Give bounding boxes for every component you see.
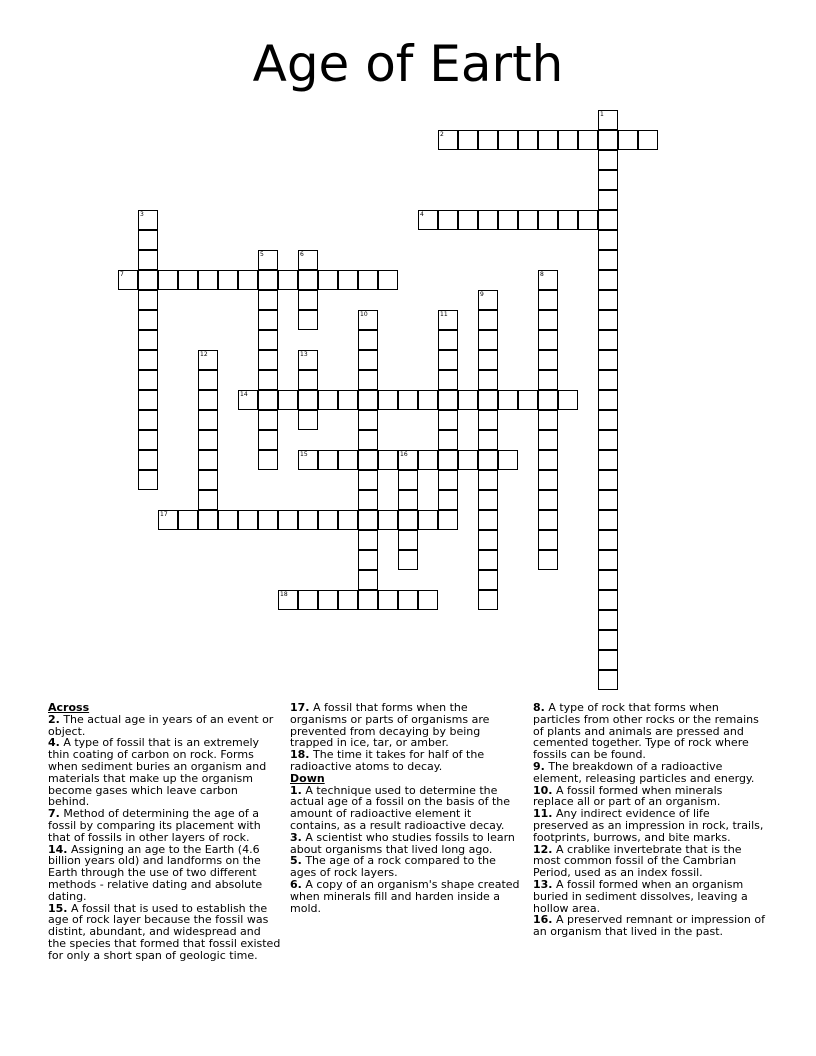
grid-cell[interactable] [398, 510, 418, 530]
grid-cell[interactable] [138, 270, 158, 290]
grid-cell[interactable] [598, 630, 618, 650]
grid-cell[interactable] [318, 590, 338, 610]
grid-cell[interactable] [538, 530, 558, 550]
grid-cell[interactable] [298, 350, 318, 370]
grid-cell[interactable] [298, 410, 318, 430]
grid-cell[interactable] [338, 510, 358, 530]
grid-cell[interactable] [438, 470, 458, 490]
grid-cell[interactable] [298, 510, 318, 530]
grid-cell[interactable] [478, 510, 498, 530]
grid-cell[interactable] [478, 470, 498, 490]
grid-cell[interactable] [298, 370, 318, 390]
grid-cell[interactable] [198, 350, 218, 370]
grid-cell[interactable] [138, 290, 158, 310]
grid-cell[interactable] [238, 510, 258, 530]
clue-number: 1 [600, 111, 604, 118]
grid-cell[interactable] [358, 350, 378, 370]
grid-cell[interactable] [258, 390, 278, 410]
clue-down-8: 8. A type of rock that forms when particles from other rocks or the remains of plants and animals are pressed and cemented together. Type of rock where fossils can be found. [533, 701, 759, 762]
grid-cell[interactable] [598, 150, 618, 170]
grid-cell[interactable] [478, 530, 498, 550]
grid-cell[interactable] [258, 510, 278, 530]
clues-column-3 [533, 702, 766, 938]
clue-down-12: 12. A crablike invertebrate that is the most common fossil of the Cambrian Period, used as an index fossil. [533, 842, 742, 880]
grid-cell[interactable] [358, 510, 378, 530]
grid-cell[interactable] [598, 610, 618, 630]
grid-cell[interactable] [438, 450, 458, 470]
grid-cell[interactable] [398, 390, 418, 410]
grid-cell[interactable] [538, 470, 558, 490]
grid-cell[interactable] [138, 450, 158, 470]
grid-cell[interactable] [478, 450, 498, 470]
grid-cell[interactable] [258, 330, 278, 350]
grid-cell[interactable] [598, 510, 618, 530]
clue-number: 15 [300, 451, 308, 458]
grid-cell[interactable] [438, 210, 458, 230]
grid-cell[interactable] [458, 450, 478, 470]
clue-down-11: 11. Any indirect evidence of life preserved as an impression in rock, trails, footprints, burrows, and bite marks. [533, 807, 764, 844]
grid-cell[interactable] [578, 210, 598, 230]
grid-cell[interactable] [358, 330, 378, 350]
grid-cell[interactable] [258, 450, 278, 470]
grid-cell[interactable] [538, 350, 558, 370]
grid-cell[interactable] [438, 370, 458, 390]
grid-cell[interactable] [298, 390, 318, 410]
grid-cell[interactable] [598, 410, 618, 430]
grid-cell[interactable] [598, 590, 618, 610]
grid-cell[interactable] [518, 210, 538, 230]
grid-cell[interactable] [198, 410, 218, 430]
grid-cell[interactable] [598, 390, 618, 410]
across-heading: Across [48, 701, 90, 714]
grid-cell[interactable] [498, 390, 518, 410]
grid-cell[interactable] [198, 450, 218, 470]
grid-cell[interactable] [478, 550, 498, 570]
grid-cell[interactable] [358, 490, 378, 510]
clue-number: 14 [240, 391, 248, 398]
grid-cell[interactable] [598, 230, 618, 250]
grid-cell[interactable] [438, 490, 458, 510]
grid-cell[interactable] [598, 330, 618, 350]
grid-cell[interactable] [578, 130, 598, 150]
grid-cell[interactable] [418, 210, 438, 230]
clue-down-13: 13. A fossil formed when an organism buried in sediment dissolves, leaving a hollow area. [533, 877, 748, 915]
grid-cell[interactable] [538, 330, 558, 350]
grid-cell[interactable] [618, 130, 638, 150]
grid-cell[interactable] [538, 510, 558, 530]
grid-cell[interactable] [438, 330, 458, 350]
grid-cell[interactable] [478, 330, 498, 350]
grid-cell[interactable] [438, 510, 458, 530]
grid-cell[interactable] [358, 370, 378, 390]
grid-cell[interactable] [238, 390, 258, 410]
grid-cell[interactable] [258, 290, 278, 310]
grid-cell[interactable] [598, 470, 618, 490]
grid-cell[interactable] [358, 310, 378, 330]
grid-cell[interactable] [478, 130, 498, 150]
grid-cell[interactable] [278, 270, 298, 290]
grid-cell[interactable] [258, 270, 278, 290]
grid-cell[interactable] [538, 550, 558, 570]
grid-cell[interactable] [598, 650, 618, 670]
clue-number: 16 [400, 451, 408, 458]
grid-cell[interactable] [298, 270, 318, 290]
clue-number: 18 [280, 591, 288, 598]
clue-number: 11 [440, 311, 448, 318]
grid-cell[interactable] [358, 570, 378, 590]
grid-cell[interactable] [458, 390, 478, 410]
grid-cell[interactable] [538, 430, 558, 450]
clue-number: 3 [140, 211, 144, 218]
grid-cell[interactable] [138, 330, 158, 350]
grid-cell[interactable] [558, 210, 578, 230]
grid-cell[interactable] [138, 470, 158, 490]
clue-number: 17 [160, 511, 168, 518]
grid-cell[interactable] [478, 410, 498, 430]
grid-cell[interactable] [138, 370, 158, 390]
grid-cell[interactable] [598, 110, 618, 130]
grid-cell[interactable] [478, 310, 498, 330]
grid-cell[interactable] [118, 270, 138, 290]
grid-cell[interactable] [518, 390, 538, 410]
grid-cell[interactable] [558, 130, 578, 150]
grid-cell[interactable] [138, 390, 158, 410]
grid-cell[interactable] [258, 250, 278, 270]
grid-cell[interactable] [378, 270, 398, 290]
grid-cell[interactable] [598, 290, 618, 310]
grid-cell[interactable] [378, 510, 398, 530]
grid-cell[interactable] [358, 410, 378, 430]
grid-cell[interactable] [258, 430, 278, 450]
grid-cell[interactable] [438, 410, 458, 430]
grid-cell[interactable] [538, 410, 558, 430]
clue-across-17: 17. A fossil that forms when the organisms or parts of organisms are prevented from decaying by being trapped in ice, tar, or amber. [290, 701, 490, 750]
grid-cell[interactable] [358, 430, 378, 450]
grid-cell[interactable] [398, 450, 418, 470]
grid-cell[interactable] [598, 310, 618, 330]
grid-cell[interactable] [478, 390, 498, 410]
grid-cell[interactable] [598, 350, 618, 370]
grid-cell[interactable] [198, 470, 218, 490]
grid-cell[interactable] [358, 590, 378, 610]
grid-cell[interactable] [478, 370, 498, 390]
clue-across-2: 2. The actual age in years of an event or object. [48, 712, 274, 738]
grid-cell[interactable] [498, 450, 518, 470]
clue-number: 2 [440, 131, 444, 138]
grid-cell[interactable] [598, 190, 618, 210]
grid-cell[interactable] [398, 470, 418, 490]
grid-cell[interactable] [198, 370, 218, 390]
grid-cell[interactable] [478, 430, 498, 450]
grid-cell[interactable] [158, 510, 178, 530]
grid-cell[interactable] [138, 350, 158, 370]
grid-cell[interactable] [358, 450, 378, 470]
grid-cell[interactable] [598, 430, 618, 450]
grid-cell[interactable] [138, 430, 158, 450]
grid-cell[interactable] [458, 210, 478, 230]
grid-cell[interactable] [538, 450, 558, 470]
grid-cell[interactable] [538, 210, 558, 230]
grid-cell[interactable] [318, 390, 338, 410]
grid-cell[interactable] [198, 490, 218, 510]
grid-cell[interactable] [398, 590, 418, 610]
clue-down-5: 5. The age of a rock compared to the ages of rock layers. [290, 854, 496, 880]
grid-cell[interactable] [218, 270, 238, 290]
grid-cell[interactable] [358, 550, 378, 570]
grid-cell[interactable] [198, 270, 218, 290]
grid-cell[interactable] [438, 310, 458, 330]
grid-cell[interactable] [598, 550, 618, 570]
clue-across-4: 4. A type of fossil that is an extremely thin coating of carbon on rock. Forms when sediment buries an organism and materials that make up the organism become gases which leave carbon behind. [48, 736, 267, 809]
clue-across-14: 14. Assigning an age to the Earth (4.6 billion years old) and landforms on the Earth through the use of two different methods - relative dating and absolute dating. [48, 842, 263, 903]
clues-column-1 [48, 702, 281, 962]
grid-cell[interactable] [458, 130, 478, 150]
grid-cell[interactable] [598, 170, 618, 190]
grid-cell[interactable] [518, 130, 538, 150]
grid-cell[interactable] [598, 530, 618, 550]
grid-cell[interactable] [258, 350, 278, 370]
grid-cell[interactable] [438, 130, 458, 150]
grid-cell[interactable] [598, 250, 618, 270]
grid-cell[interactable] [538, 370, 558, 390]
grid-cell[interactable] [178, 510, 198, 530]
grid-cell[interactable] [338, 390, 358, 410]
grid-cell[interactable] [338, 270, 358, 290]
grid-cell[interactable] [418, 590, 438, 610]
grid-cell[interactable] [318, 510, 338, 530]
grid-cell[interactable] [598, 370, 618, 390]
clue-number: 8 [540, 271, 544, 278]
clue-number: 6 [300, 251, 304, 258]
grid-cell[interactable] [598, 670, 618, 690]
grid-cell[interactable] [218, 510, 238, 530]
grid-cell[interactable] [538, 130, 558, 150]
grid-cell[interactable] [198, 390, 218, 410]
grid-cell[interactable] [418, 510, 438, 530]
grid-cell[interactable] [178, 270, 198, 290]
clue-number: 10 [360, 311, 368, 318]
clue-down-10: 10. A fossil formed when minerals replace all or part of an organism. [533, 783, 723, 809]
grid-cell[interactable] [538, 270, 558, 290]
grid-cell[interactable] [478, 350, 498, 370]
grid-cell[interactable] [258, 410, 278, 430]
grid-cell[interactable] [538, 390, 558, 410]
grid-cell[interactable] [538, 310, 558, 330]
grid-cell[interactable] [258, 370, 278, 390]
grid-cell[interactable] [198, 430, 218, 450]
grid-cell[interactable] [358, 270, 378, 290]
grid-cell[interactable] [438, 430, 458, 450]
grid-cell[interactable] [358, 530, 378, 550]
clue-number: 12 [200, 351, 208, 358]
clue-number: 9 [480, 291, 484, 298]
grid-cell[interactable] [478, 490, 498, 510]
down-heading: Down [290, 771, 325, 785]
grid-cell[interactable] [298, 290, 318, 310]
grid-cell[interactable] [438, 390, 458, 410]
grid-cell[interactable] [598, 270, 618, 290]
grid-cell[interactable] [598, 450, 618, 470]
grid-cell[interactable] [378, 390, 398, 410]
clue-down-1: 1. A technique used to determine the actual age of a fossil on the basis of the amount of radioactive element it contains, as a result radioactive decay. [290, 783, 510, 832]
clue-number: 7 [120, 271, 124, 278]
grid-cell[interactable] [498, 130, 518, 150]
clue-down-3: 3. A scientist who studies fossils to learn about organisms that lived long ago. [290, 830, 515, 856]
grid-cell[interactable] [258, 310, 278, 330]
grid-cell[interactable] [358, 390, 378, 410]
grid-cell[interactable] [538, 290, 558, 310]
grid-cell[interactable] [138, 410, 158, 430]
grid-cell[interactable] [398, 490, 418, 510]
grid-cell[interactable] [398, 530, 418, 550]
grid-cell[interactable] [418, 390, 438, 410]
clue-number: 5 [260, 251, 264, 258]
grid-cell[interactable] [138, 230, 158, 250]
grid-cell[interactable] [278, 390, 298, 410]
grid-cell[interactable] [358, 470, 378, 490]
grid-cell[interactable] [198, 510, 218, 530]
grid-cell[interactable] [298, 310, 318, 330]
clue-number: 13 [300, 351, 308, 358]
grid-cell[interactable] [638, 130, 658, 150]
grid-cell[interactable] [538, 490, 558, 510]
grid-cell[interactable] [478, 210, 498, 230]
grid-cell[interactable] [598, 490, 618, 510]
grid-cell[interactable] [318, 450, 338, 470]
clue-down-9: 9. The breakdown of a radioactive element, releasing particles and energy. [533, 759, 755, 785]
grid-cell[interactable] [278, 590, 298, 610]
clues-column-2 [290, 702, 523, 914]
grid-cell[interactable] [158, 270, 178, 290]
grid-cell[interactable] [598, 210, 618, 230]
grid-cell[interactable] [278, 510, 298, 530]
clue-down-6: 6. A copy of an organism's shape created when minerals fill and harden inside a mold. [290, 877, 520, 915]
grid-cell[interactable] [338, 590, 358, 610]
grid-cell[interactable] [598, 570, 618, 590]
grid-cell[interactable] [238, 270, 258, 290]
grid-cell[interactable] [298, 250, 318, 270]
grid-cell[interactable] [378, 450, 398, 470]
grid-cell[interactable] [558, 390, 578, 410]
grid-cell[interactable] [418, 450, 438, 470]
grid-cell[interactable] [138, 210, 158, 230]
grid-cell[interactable] [478, 590, 498, 610]
grid-cell[interactable] [138, 250, 158, 270]
grid-cell[interactable] [338, 450, 358, 470]
grid-cell[interactable] [318, 270, 338, 290]
grid-cell[interactable] [138, 310, 158, 330]
grid-cell[interactable] [298, 590, 318, 610]
grid-cell[interactable] [478, 290, 498, 310]
clue-across-7: 7. Method of determining the age of a fossil by comparing its placement with that of fossils in other layers of rock. [48, 807, 261, 844]
clue-across-18: 18. The time it takes for half of the radioactive atoms to decay. [290, 748, 485, 773]
page-title: Age of Earth [252, 35, 564, 93]
clue-down-16: 16. A preserved remnant or impression of an organism that lived in the past. [533, 913, 765, 939]
clue-across-15: 15. A fossil that is used to establish the age of rock layer because the fossil was distint, abundant, and widespread and the species that formed that fossil existed for only a short span of geologic time. [48, 901, 281, 962]
grid-cell[interactable] [298, 450, 318, 470]
grid-cell[interactable] [438, 350, 458, 370]
grid-cell[interactable] [378, 590, 398, 610]
clue-number: 4 [420, 211, 424, 218]
grid-cell[interactable] [598, 130, 618, 150]
grid-cell[interactable] [398, 550, 418, 570]
grid-cell[interactable] [478, 570, 498, 590]
grid-cell[interactable] [498, 210, 518, 230]
